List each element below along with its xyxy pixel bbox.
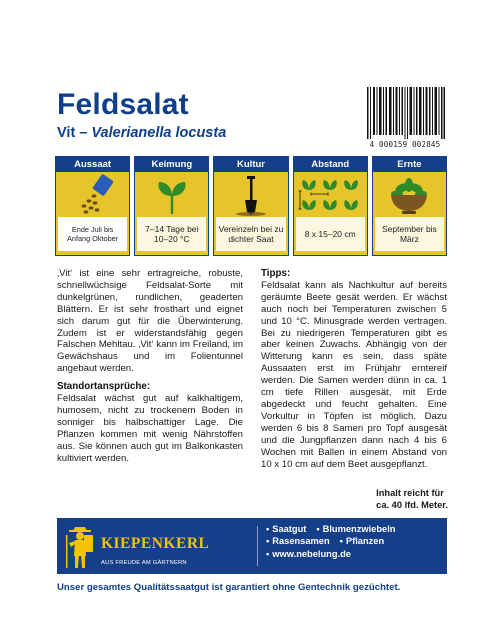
spade-icon bbox=[214, 174, 287, 216]
product-line-1: • Saatgut • Blumenzwiebeln bbox=[266, 524, 396, 534]
card-abstand bbox=[293, 156, 368, 256]
brand-product-list bbox=[266, 523, 395, 560]
brand-name: KIEPENKERL bbox=[101, 535, 210, 552]
card-label: Kultur bbox=[214, 157, 287, 172]
product-subtitle bbox=[57, 125, 226, 141]
cultivation-cards bbox=[55, 156, 447, 256]
contents-line-1: Inhalt reicht für bbox=[376, 488, 444, 498]
card-text: September bis März bbox=[375, 217, 444, 251]
website-link[interactable]: www.nebelung.de bbox=[272, 548, 351, 559]
plant-spacing-icon bbox=[294, 174, 367, 216]
card-label: Ernte bbox=[373, 157, 446, 172]
tips-heading: Tipps: bbox=[261, 268, 291, 279]
card-kultur bbox=[213, 156, 288, 256]
product-item: Blumenzwiebeln bbox=[322, 524, 396, 534]
variety-description: ‚Vit‘ ist eine sehr ertragreiche, robuste, schnellwüchsige Feldsalat-Sorte mit dunkelgrünen, rundlichen, geaderten Blättern. Er ist sehr frosthart und eignet sich darum gut für die Überwinterung. Zudem ist er widerstandsfähig gegen Falschen Mehltau. ‚Vit‘ kann im Freiland, im Gewächshaus und im Folientunnel angebaut werden. bbox=[57, 268, 243, 375]
product-line-2: • Rasensamen • Pflanzen bbox=[266, 536, 385, 547]
kiepenkerl-figure-icon bbox=[63, 521, 99, 571]
product-line-3: • www.nebelung.de bbox=[266, 548, 351, 559]
product-item: Pflanzen bbox=[345, 536, 385, 547]
card-text: 7–14 Tage bei 10–20 °C bbox=[137, 217, 206, 251]
description-column bbox=[57, 268, 243, 465]
barcode-icon bbox=[367, 87, 445, 139]
subtitle-dash: – bbox=[75, 125, 92, 141]
gmo-free-statement: Unser gesamtes Qualitätssaatgut ist garantiert ohne Gentechnik gezüchtet. bbox=[57, 582, 401, 593]
card-keimung bbox=[134, 156, 209, 256]
product-item: Rasensamen bbox=[272, 536, 330, 547]
kiepenkerl-logo bbox=[63, 521, 239, 571]
package-contents bbox=[376, 488, 448, 511]
sowing-seeds-icon bbox=[56, 174, 129, 216]
card-text: Ende Juli bis Anfang Oktober bbox=[58, 217, 127, 251]
card-aussaat bbox=[55, 156, 130, 256]
band-divider bbox=[257, 526, 258, 566]
card-label: Aussaat bbox=[56, 157, 129, 172]
harvest-bowl-icon bbox=[373, 174, 446, 216]
seedling-icon bbox=[135, 174, 208, 216]
card-text: 8 x 15–20 cm bbox=[296, 217, 365, 251]
contents-line-2: ca. 40 lfd. Meter. bbox=[376, 499, 448, 510]
brand-tagline: AUS FREUDE AM GÄRTNERN bbox=[101, 560, 187, 566]
card-label: Abstand bbox=[294, 157, 367, 172]
barcode-number: 4 000159 002845 bbox=[369, 140, 441, 149]
latin-name: Valerianella locusta bbox=[91, 125, 227, 141]
product-title: Feldsalat bbox=[57, 88, 189, 121]
tips-column bbox=[261, 268, 447, 470]
location-heading: Standortansprüche: bbox=[57, 381, 151, 393]
product-item: Saatgut bbox=[272, 524, 307, 534]
brand-band bbox=[57, 518, 447, 574]
tips-text: Feldsalat kann als Nachkultur auf bereits geräumte Beete gesät werden. Er wächst auch noch bei Temperaturen zwischen 5 und 10 °C. Minusgrade werden vertragen. Bei zu niedrigeren Temperaturen gibt es aber keinen Zuwachs. Abhängig von der Witterung kann es sein, dass späte Aussaaten erst im Frühjahr erntereif werden. Die Samen werden dünn in ca. 1 cm tiefe Rillen ausgesät, mit Erde abgedeckt und feucht gehalten. Eine Vorkultur in Töpfen ist möglich. Dazu werden 6 bis 8 Samen pro Topf ausgesät und die Jungpflanzen dann nach 4 bis 6 Wochen mit Ballen in einem Abstand von 10 x 10 cm auf dem Beet ausgepflanzt. bbox=[261, 279, 447, 470]
location-text: Feldsalat wächst gut auf kalkhaltigem, humosem, nicht zu trockenem Boden in sonniger bis halbschattiger Lage. Die Pflanzen kommen mit wenig Nährstoffen aus. Sie können auch gut im Balkonkasten kultiviert werden. bbox=[57, 393, 243, 464]
card-text: Vereinzeln bei zu dichter Saat bbox=[216, 217, 285, 251]
card-label: Keimung bbox=[135, 157, 208, 172]
variety-name: Vit bbox=[57, 125, 76, 141]
card-ernte bbox=[372, 156, 447, 256]
